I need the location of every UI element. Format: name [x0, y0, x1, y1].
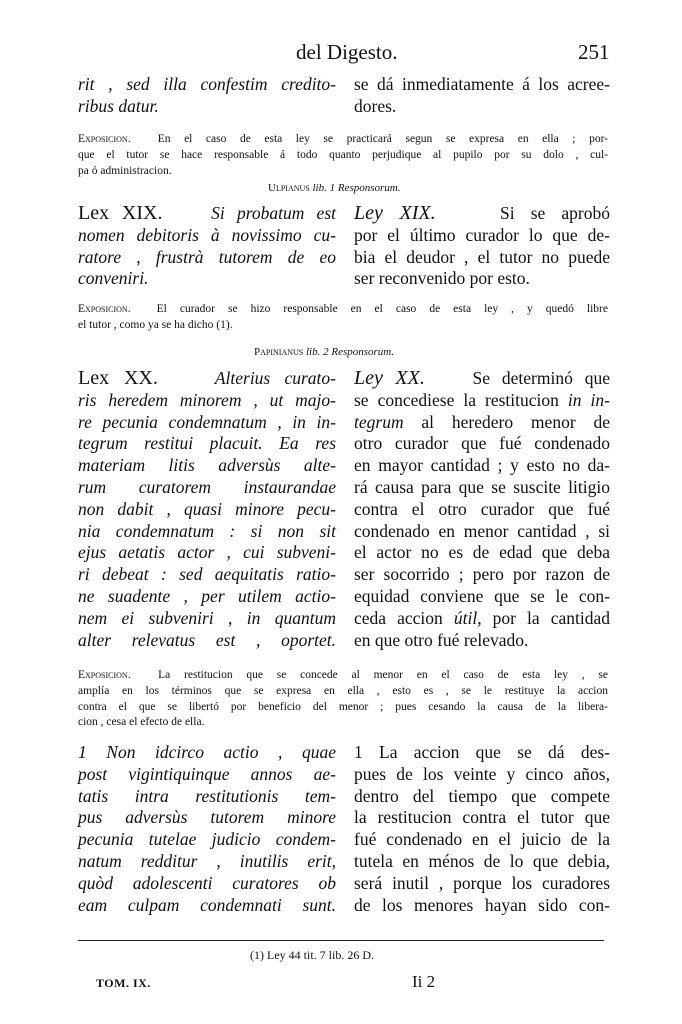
spanish-line: por el último curador lo que de- [354, 224, 610, 245]
latin-line: conveniri. [78, 268, 149, 289]
latin-column [78, 203, 336, 290]
spanish-line: se dá inmediatamente á los acree- [354, 74, 610, 94]
source-citation-2 [254, 346, 394, 358]
spanish-line: la restitucion contra el tutor que [354, 807, 610, 828]
exposition-line: amplía en los términos que se expresa en ella , esto es , se le restituye la accion [78, 684, 608, 697]
latin-line: tatis intra restitutionis tem- [78, 785, 336, 806]
running-title: del Digesto. [296, 40, 398, 64]
latin-line: nomen debitoris à novissimo cu- [78, 224, 336, 245]
latin-line: non dabit , quasi minore pecu- [78, 498, 336, 519]
spanish-line: de los menores hayan sido con- [354, 894, 610, 915]
latin-line: ri debeat : sed aequitatis ratio- [78, 564, 336, 585]
latin-line: ne suadente , per utilem actio- [78, 585, 336, 606]
spanish-line: otro curador que fué condenado [354, 433, 610, 454]
latin-column [78, 368, 336, 651]
exposition-line [78, 668, 608, 684]
exposition-label: Exposicion. [78, 133, 131, 145]
spanish-line: pues de los veinte y cinco años, [354, 763, 610, 784]
spanish-line: ceda accion útil, por la cantidad [354, 607, 611, 628]
latin-line: alter relevatus est , oportet. [78, 629, 336, 650]
latin-line: tegrum restitui placuit. Ea res [78, 433, 336, 454]
spanish-line: dores. [354, 95, 397, 116]
latin-column [78, 742, 336, 916]
citation-text: lib. 1 Responsorum. [312, 182, 401, 194]
footnote-rule [78, 940, 604, 941]
latin-line: materiam litis adversùs alte- [78, 455, 336, 476]
spanish-line: contra el otro curador que fué [354, 498, 610, 519]
exposition-1 [78, 132, 608, 179]
spanish-line: bia el deudor , el tutor no puede [354, 246, 610, 267]
exposition-text: El curador se hizo responsable en el caso de esta ley , y quedó libre [156, 303, 608, 315]
footnote: (1) Ley 44 tit. 7 lib. 26 D. [250, 948, 374, 962]
latin-line: pecunia tutelae judicio condem- [78, 829, 336, 850]
spanish-column [354, 368, 610, 651]
latin-line: pus adversùs tutorem minore [78, 807, 336, 828]
latin-line: eam culpam condemnati sunt. [78, 894, 336, 915]
latin-line: rum curatorem instaurandae [78, 476, 336, 497]
latin-line: ris heredem minorem , ut majo- [78, 389, 336, 410]
citation-author: Papinianus [254, 346, 304, 358]
latin-column [78, 74, 336, 118]
exposition-label: Exposicion. [78, 303, 131, 315]
exposition-line [78, 302, 608, 318]
latin-line: nem ei subveniri , in quantum [78, 607, 336, 628]
citation-text: lib. 2 Responsorum. [305, 346, 394, 358]
spanish-column [354, 203, 610, 290]
exposition-line: pa ó administracion. [78, 164, 172, 177]
spanish-line: rá causa para que se suscite litigio [354, 476, 610, 497]
spanish-line: 1 La accion que se dá des- [354, 742, 610, 762]
latin-line: post vigintiquinque annos ae- [78, 763, 336, 784]
latin-line: re pecunia condemnatum , in in- [78, 411, 336, 432]
exposition-text: En el caso de esta ley se practicará segun se expresa en ella ; por- [157, 133, 608, 145]
latin-line: 1 Non idcirco actio , quae [78, 742, 336, 762]
exposition-line: que el tutor se hace responsable á todo quanto perjudique al pupilo por su dolo , cul- [78, 148, 608, 161]
latin-line: Lex XX. Alterius curato- [78, 367, 337, 389]
spanish-line: Ley XIX. Si se aprobó [354, 202, 610, 224]
citation-author: Ulpianus [268, 182, 310, 194]
spanish-column [354, 742, 610, 916]
sheet-signature: Ii 2 [412, 972, 436, 991]
spanish-line: Ley XX. Se determinó que [354, 367, 610, 389]
spanish-line: condenado en menor cantidad , si [354, 520, 610, 541]
spanish-line: tutela en ménos de lo que debia, [354, 850, 610, 871]
spanish-line: se concediese la restitucion in in- [354, 389, 610, 410]
exposition-2 [78, 302, 608, 334]
latin-line: Lex XIX. Si probatum est [78, 202, 337, 224]
exposition-line [78, 132, 608, 148]
spanish-line: será inutil , porque los curadores [354, 872, 610, 893]
spanish-line: dentro del tiempo que compete [354, 785, 610, 806]
running-head [0, 38, 682, 66]
spanish-line: en mayor cantidad ; y esto no da- [354, 455, 610, 476]
latin-line: ribus datur. [78, 95, 159, 116]
latin-line: natum redditur , inutilis erit, [78, 850, 336, 871]
spanish-line: tegrum al heredero menor de [354, 411, 610, 432]
spanish-line: el actor no es de edad que deba [354, 542, 610, 563]
volume-signature: TOM. IX. [96, 976, 151, 990]
page-number: 251 [578, 40, 610, 64]
latin-line: nia condemnatum : si non sit [78, 520, 336, 541]
spanish-line: ser socorrido ; pero por razon de [354, 564, 610, 585]
latin-line: ratore , frustrà tutorem de eo [78, 246, 336, 267]
exposition-line: cion , cesa el efecto de ella. [78, 716, 205, 729]
exposition-3 [78, 668, 608, 731]
spanish-column [354, 74, 610, 118]
exposition-label: Exposicion. [78, 669, 131, 681]
latin-line: ejus aetatis actor , cui subveni- [78, 542, 336, 563]
spanish-line: en que otro fué relevado. [354, 629, 529, 650]
exposition-line: contra el que se libertó por beneficio del menor ; pues cesando la causa de la libera- [78, 700, 608, 713]
exposition-text: La restitucion que se concede al menor en el caso de esta ley , se [158, 669, 609, 681]
spanish-line: equidad conviene que se le con- [354, 585, 610, 606]
spanish-line: ser reconvenido por esto. [354, 268, 530, 289]
exposition-line: el tutor , como ya se ha dicho (1). [78, 318, 233, 331]
spanish-line: fué condenado en el juicio de la [354, 829, 610, 850]
latin-line: rit , sed illa confestim credito- [78, 74, 336, 94]
source-citation-1 [268, 182, 400, 194]
latin-line: quòd adolescenti curatores ob [78, 872, 336, 893]
